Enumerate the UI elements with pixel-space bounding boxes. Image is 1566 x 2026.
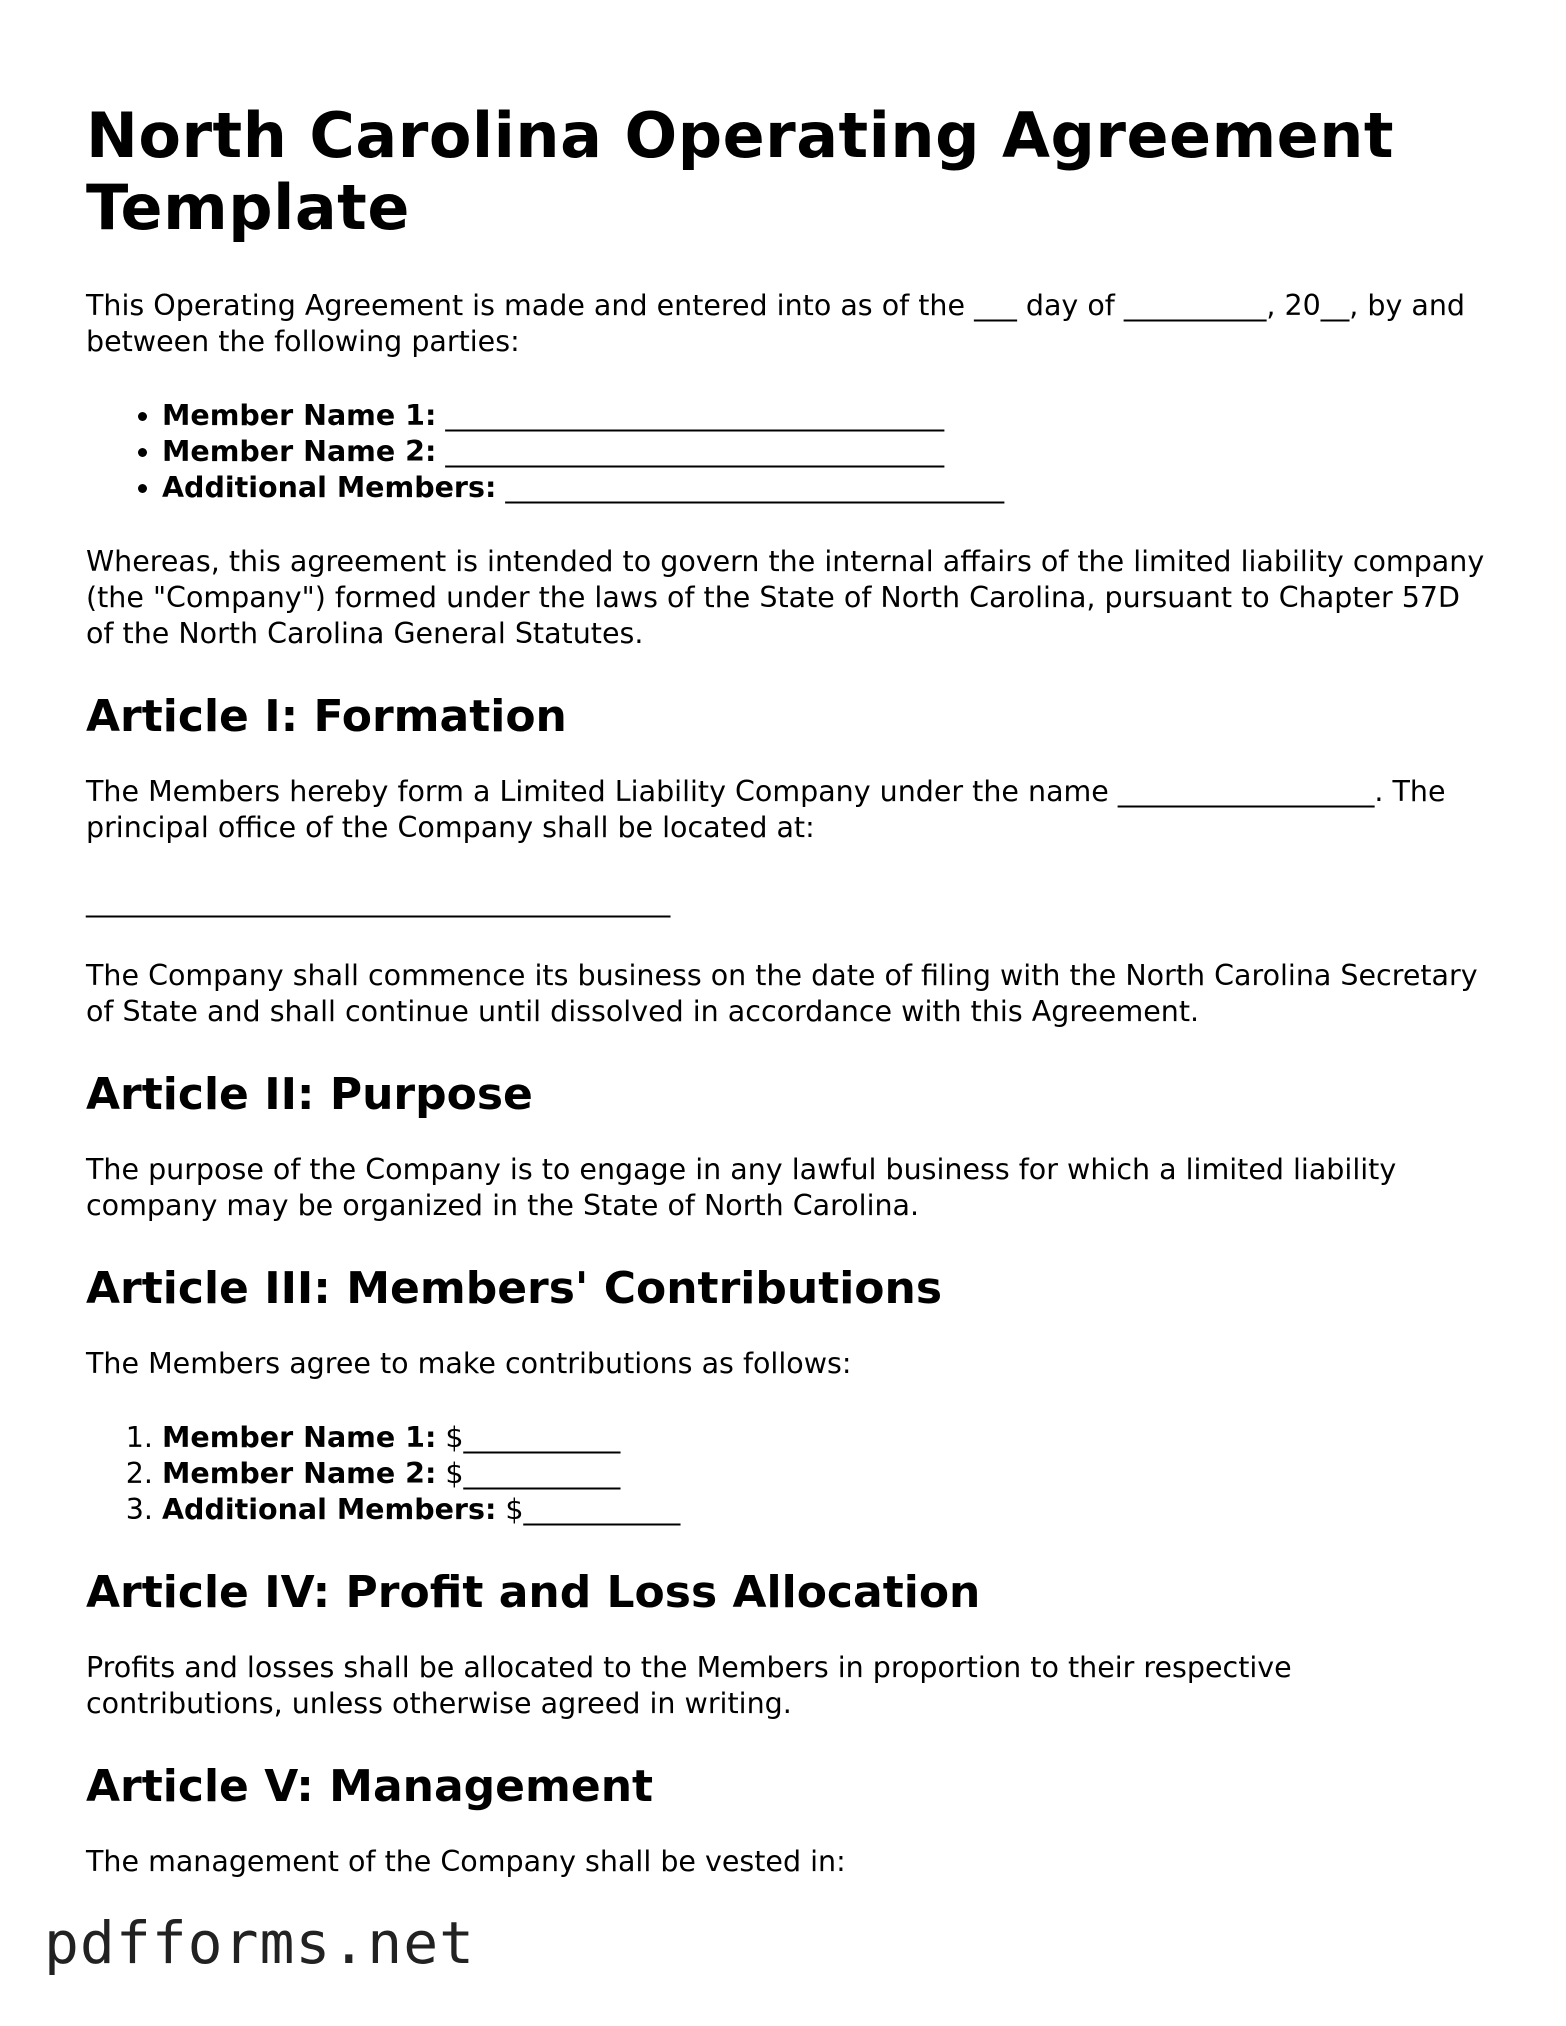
- list-item: [162, 398, 1486, 434]
- party-blank: ___________________________________: [496, 471, 1005, 504]
- contribution-label: Additional Members:: [162, 1493, 497, 1526]
- party-blank: ___________________________________: [436, 399, 945, 432]
- formation-paragraph: The Members hereby form a Limited Liability Company under the name __________________. The principal office of the Company shall be located at:: [86, 775, 1446, 844]
- intro-paragraph: This Operating Agreement is made and entered into as of the ___ day of __________, 20__, by and between the following parties:: [86, 289, 1466, 358]
- article-2-heading: Article II: Purpose: [86, 1069, 533, 1120]
- party-label: Member Name 2:: [162, 435, 437, 468]
- contribution-blank: $___________: [496, 1493, 681, 1526]
- list-item: [162, 470, 1486, 506]
- contribution-label: Member Name 1:: [162, 1421, 437, 1454]
- list-item: [162, 1420, 1486, 1456]
- contributions-paragraph: The Members agree to make contributions as follows:: [86, 1347, 852, 1380]
- parties-list: [86, 398, 1486, 506]
- article-3-heading: Article III: Members' Contributions: [86, 1263, 943, 1314]
- document-title: North Carolina Operating Agreement Template: [86, 99, 1395, 244]
- list-item: [162, 434, 1486, 470]
- list-item: [162, 1492, 1486, 1528]
- article-5-heading: Article V: Management: [86, 1761, 654, 1812]
- purpose-paragraph: The purpose of the Company is to engage in any lawful business for which a limited liability company may be organized in the State of North Carolina.: [86, 1153, 1397, 1222]
- party-label: Additional Members:: [162, 471, 497, 504]
- whereas-paragraph: Whereas, this agreement is intended to govern the internal affairs of the limited liability company (the "Company") formed under the laws of the State of North Carolina, pursuant to Chapter 57D of the North Carolina General Statutes.: [86, 545, 1485, 650]
- list-item: [162, 1456, 1486, 1492]
- article-4-heading: Article IV: Profit and Loss Allocation: [86, 1567, 981, 1618]
- watermark-logo: pdfforms.net: [44, 1909, 476, 1977]
- document-page: [86, 100, 1486, 1918]
- address-blank: _________________________________________: [86, 885, 671, 918]
- contribution-label: Member Name 2:: [162, 1457, 437, 1490]
- allocation-paragraph: Profits and losses shall be allocated to the Members in proportion to their respective contributions, unless otherwise agreed in writing.: [86, 1651, 1292, 1720]
- contribution-blank: $___________: [436, 1457, 621, 1490]
- commencement-paragraph: The Company shall commence its business on the date of filing with the North Carolina Secretary of State and shall continue until dissolved in accordance with this Agreement.: [86, 959, 1478, 1028]
- contributions-list: [86, 1420, 1486, 1528]
- management-paragraph: The management of the Company shall be vested in:: [86, 1845, 846, 1878]
- contribution-blank: $___________: [436, 1421, 621, 1454]
- article-1-heading: Article I: Formation: [86, 691, 567, 742]
- party-label: Member Name 1:: [162, 399, 437, 432]
- party-blank: ___________________________________: [436, 435, 945, 468]
